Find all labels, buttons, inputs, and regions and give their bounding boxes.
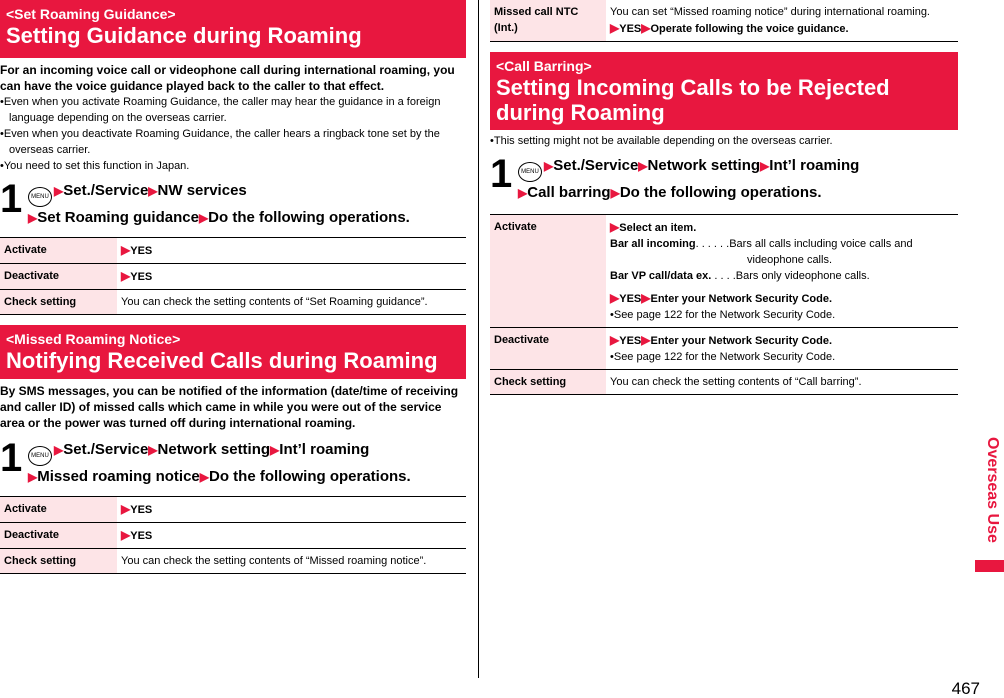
roaming-guidance-tag: <Set Roaming Guidance> — [6, 6, 176, 22]
table-row — [0, 238, 466, 264]
missed-ntc-table — [490, 0, 958, 42]
arrow-icon: ▶ — [121, 502, 131, 516]
roaming-guidance-options — [0, 237, 466, 315]
option-value — [606, 328, 958, 370]
arrow-icon: ▶ — [641, 333, 651, 347]
left-column — [0, 0, 466, 574]
menu-key-icon: MENU — [28, 187, 52, 207]
option-value: You can check the setting contents of “Missed roaming notice”. — [117, 549, 466, 574]
option-value — [117, 238, 466, 264]
table-row — [0, 549, 466, 574]
roaming-guidance-step — [0, 177, 466, 229]
missed-notice-tag: <Missed Roaming Notice> — [6, 331, 181, 347]
step-item: Do the following operations. — [619, 184, 822, 201]
missed-ntc-key-line2: (Int.) — [494, 22, 518, 34]
action-item: Operate following the voice guidance. — [650, 23, 849, 35]
leader-dots: . . . . . . — [695, 238, 730, 250]
option-value — [117, 523, 466, 549]
missed-notice-header — [0, 325, 466, 379]
activate-note: •See page 122 for the Network Security Code. — [610, 309, 836, 321]
option-value — [606, 0, 958, 42]
step-item: Int’l roaming — [769, 157, 860, 174]
side-tab-label: Overseas Use — [984, 437, 1001, 543]
table-row — [0, 523, 466, 549]
option-desc: Bars all calls including voice calls and videophone calls. — [729, 238, 913, 266]
missed-ntc-key-line1: Missed call NTC — [494, 6, 579, 18]
table-row — [490, 0, 958, 42]
missed-notice-options — [0, 496, 466, 574]
menu-key-icon: MENU — [518, 162, 542, 182]
option-value-text: YES — [130, 504, 153, 516]
arrow-icon: ▶ — [610, 291, 620, 305]
option-key: Check setting — [0, 549, 117, 574]
leader-dots: . . . . — [711, 270, 736, 282]
missed-notice-title: Notifying Received Calls during Roaming — [6, 348, 438, 373]
arrow-icon: ▶ — [54, 443, 64, 457]
roaming-guidance-title: Setting Guidance during Roaming — [6, 23, 362, 48]
option-key: Activate — [0, 238, 117, 264]
table-row — [490, 215, 958, 328]
arrow-icon: ▶ — [610, 333, 620, 347]
roaming-guidance-lead: For an incoming voice call or videophone call during international roaming, you can have the voice guidance played back to the caller to that effect. — [0, 63, 455, 93]
action-item: YES — [619, 293, 642, 305]
arrow-icon: ▶ — [148, 443, 158, 457]
roaming-guidance-bullet-2: •Even when you deactivate Roaming Guidance, the caller hears a ringback tone set by the overseas carrier. — [0, 128, 440, 156]
option-key: Deactivate — [0, 264, 117, 290]
step-line-1 — [28, 439, 466, 466]
option-key — [490, 0, 606, 42]
right-column — [490, 0, 958, 395]
step-line-1 — [28, 180, 466, 207]
option-value — [117, 497, 466, 523]
step-item: Do the following operations. — [208, 209, 410, 226]
step-item: Network setting — [157, 441, 271, 458]
step-line-2 — [28, 207, 466, 229]
option-value: You can check the setting contents of “Set Roaming guidance”. — [117, 290, 466, 315]
step-item: Set Roaming guidance — [37, 209, 199, 226]
step-item: Call barring — [527, 184, 611, 201]
missed-ntc-action — [610, 20, 954, 37]
option-value-text: YES — [130, 245, 153, 257]
step-item: Do the following operations. — [209, 468, 411, 485]
call-barring-title: Setting Incoming Calls to be Rejected during Roaming — [496, 75, 890, 125]
arrow-icon: ▶ — [121, 269, 131, 283]
option-value-text: YES — [130, 271, 153, 283]
arrow-icon: ▶ — [544, 159, 554, 173]
option-key: Activate — [0, 497, 117, 523]
table-row — [0, 264, 466, 290]
call-barring-tag: <Call Barring> — [496, 58, 592, 74]
option-value — [606, 215, 958, 328]
step-number: 1 — [490, 152, 513, 196]
arrow-icon: ▶ — [198, 211, 209, 225]
missed-notice-step — [0, 436, 466, 488]
option-name: Bar VP call/data ex. — [610, 270, 712, 282]
arrow-icon: ▶ — [610, 186, 620, 200]
option-desc: Bars only videophone calls. — [735, 270, 870, 282]
arrow-icon: ▶ — [148, 184, 158, 198]
roaming-guidance-header — [0, 0, 466, 58]
step-line-1 — [518, 155, 958, 182]
action-item: Enter your Network Security Code. — [650, 293, 833, 305]
arrow-icon: ▶ — [28, 470, 38, 484]
option-value-text: YES — [130, 530, 153, 542]
arrow-icon: ▶ — [270, 443, 280, 457]
option-key: Deactivate — [0, 523, 117, 549]
option-value — [117, 264, 466, 290]
arrow-icon: ▶ — [610, 21, 620, 35]
column-divider — [478, 0, 479, 678]
table-row — [0, 497, 466, 523]
action-item: Select an item. — [619, 222, 697, 234]
call-barring-header — [490, 52, 958, 130]
step-item: Int’l roaming — [279, 441, 370, 458]
step-line-2 — [28, 466, 466, 488]
option-key: Check setting — [0, 290, 117, 315]
step-line-2 — [518, 182, 958, 204]
step-item: Missed roaming notice — [37, 468, 200, 485]
menu-key-icon: MENU — [28, 446, 52, 466]
action-item: YES — [619, 23, 642, 35]
activate-confirm — [610, 290, 954, 307]
deactivate-note: •See page 122 for the Network Security Code. — [610, 351, 836, 363]
call-barring-step — [490, 152, 958, 204]
step-item: Network setting — [647, 157, 761, 174]
roaming-guidance-bullet-3: •You need to set this function in Japan. — [0, 160, 190, 172]
step-item: Set./Service — [63, 441, 149, 458]
arrow-icon: ▶ — [638, 159, 648, 173]
arrow-icon: ▶ — [641, 21, 651, 35]
roaming-guidance-bullet-1: •Even when you activate Roaming Guidance, the caller may hear the guidance in a foreign language depending on the overseas carrier. — [0, 96, 441, 124]
option-value: You can check the setting contents of “Call barring”. — [606, 370, 958, 395]
step-number: 1 — [0, 436, 23, 480]
table-row — [0, 290, 466, 315]
missed-notice-lead: By SMS messages, you can be notified of the information (date/time of receiving and caller ID) of missed calls which came in while you were out of the service area or the power was turned off during international roaming. — [0, 384, 459, 430]
arrow-icon: ▶ — [121, 243, 131, 257]
arrow-icon: ▶ — [610, 220, 620, 234]
side-tab-bar — [975, 560, 1004, 572]
arrow-icon: ▶ — [28, 211, 38, 225]
option-key: Check setting — [490, 370, 606, 395]
call-barring-bullet: •This setting might not be available depending on the overseas carrier. — [490, 135, 833, 147]
arrow-icon: ▶ — [760, 159, 770, 173]
arrow-icon: ▶ — [518, 186, 528, 200]
step-item: Set./Service — [63, 182, 149, 199]
activate-option-2 — [610, 268, 954, 284]
option-name: Bar all incoming — [610, 238, 696, 250]
missed-ntc-desc: You can set “Missed roaming notice” during international roaming. — [610, 6, 930, 18]
step-item: Set./Service — [553, 157, 639, 174]
arrow-icon: ▶ — [54, 184, 64, 198]
table-row — [490, 328, 958, 370]
page-number: 467 — [951, 679, 980, 698]
arrow-icon: ▶ — [641, 291, 651, 305]
arrow-icon: ▶ — [121, 528, 131, 542]
activate-select — [610, 219, 954, 236]
option-key: Activate — [490, 215, 606, 328]
activate-option-1 — [610, 236, 954, 268]
step-item: NW services — [157, 182, 247, 199]
deactivate-confirm — [610, 332, 954, 349]
action-item: YES — [619, 335, 642, 347]
action-item: Enter your Network Security Code. — [650, 335, 833, 347]
call-barring-options — [490, 214, 958, 395]
table-row — [490, 370, 958, 395]
arrow-icon: ▶ — [199, 470, 210, 484]
step-number: 1 — [0, 177, 23, 221]
option-key: Deactivate — [490, 328, 606, 370]
